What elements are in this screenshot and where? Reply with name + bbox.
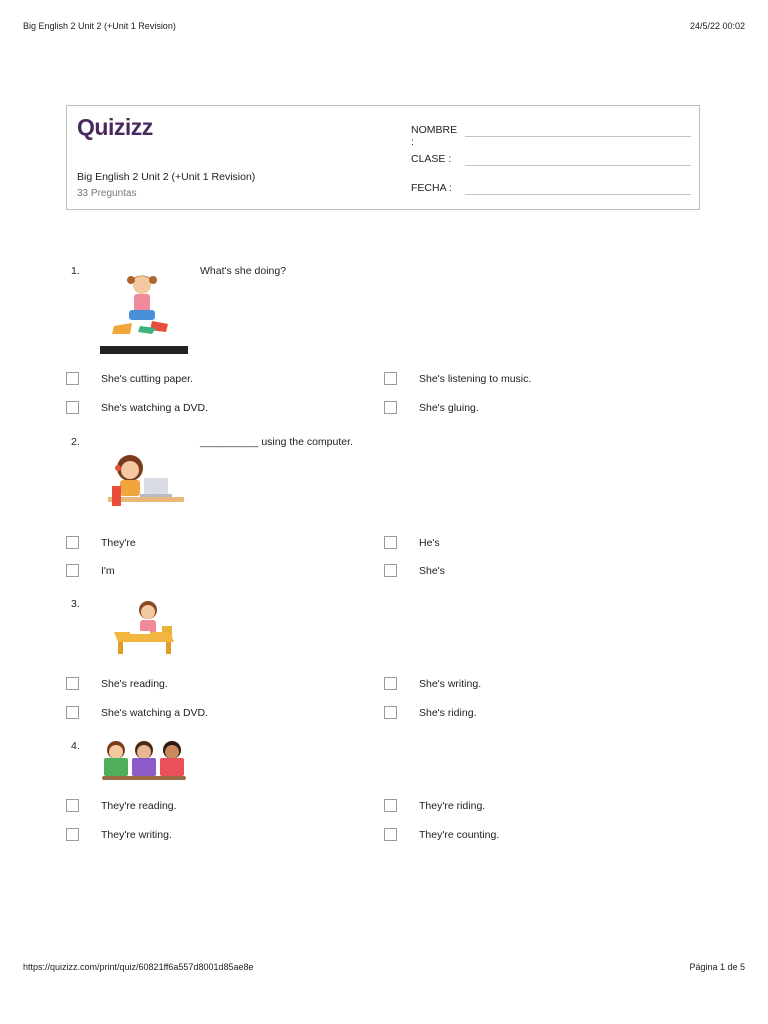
girl-writing-picture <box>100 598 188 658</box>
checkbox[interactable] <box>66 564 79 577</box>
option-text: I'm <box>101 565 115 577</box>
question-count: 33 Preguntas <box>77 188 137 199</box>
question-number: 3. <box>71 598 80 610</box>
checkbox[interactable] <box>66 677 79 690</box>
option-text: She's riding. <box>419 707 477 719</box>
girl-cutting-paper-picture <box>100 268 188 354</box>
print-footer <box>23 962 745 972</box>
checkbox[interactable] <box>66 372 79 385</box>
option-text: They're writing. <box>101 829 172 841</box>
option-text: He's <box>419 537 440 549</box>
checkbox[interactable] <box>66 828 79 841</box>
quiz-header-card <box>66 105 700 210</box>
option-text: She's watching a DVD. <box>101 707 209 719</box>
class-label: CLASE : <box>411 153 452 165</box>
option-text: They're counting. <box>419 829 500 841</box>
question-text: __________ using the computer. <box>200 436 353 448</box>
option-text: They're reading. <box>101 800 177 812</box>
checkbox[interactable] <box>66 706 79 719</box>
option-text: They're riding. <box>419 800 486 812</box>
class-line[interactable] <box>465 165 691 166</box>
checkbox[interactable] <box>384 401 397 414</box>
checkbox[interactable] <box>384 706 397 719</box>
page-number: Página 1 de 5 <box>689 962 745 972</box>
question-number: 1. <box>71 265 80 277</box>
checkbox[interactable] <box>384 564 397 577</box>
option-text: She's writing. <box>419 678 482 690</box>
option-text: She's gluing. <box>419 402 479 414</box>
name-line[interactable] <box>465 136 691 137</box>
option-text: They're <box>101 537 136 549</box>
checkbox[interactable] <box>384 372 397 385</box>
print-url[interactable]: https://quizizz.com/print/quiz/60821ff6a557d8001d85ae8e <box>23 962 254 972</box>
checkbox[interactable] <box>384 828 397 841</box>
date-field[interactable] <box>411 182 459 194</box>
name-field[interactable] <box>411 124 459 148</box>
checkbox[interactable] <box>66 799 79 812</box>
question-number: 4. <box>71 740 80 752</box>
name-label: NOMBRE : <box>411 124 458 148</box>
option-text: She's <box>419 565 445 577</box>
date-line[interactable] <box>465 194 691 195</box>
date-label: FECHA : <box>411 182 452 194</box>
quiz-title: Big English 2 Unit 2 (+Unit 1 Revision) <box>77 171 256 183</box>
checkbox[interactable] <box>384 536 397 549</box>
checkbox[interactable] <box>384 799 397 812</box>
quizizz-logo: Quizizz <box>77 114 153 140</box>
checkbox[interactable] <box>66 401 79 414</box>
question-text: What's she doing? <box>200 265 287 277</box>
girl-computer-picture <box>100 452 186 514</box>
checkbox[interactable] <box>384 677 397 690</box>
option-text: She's watching a DVD. <box>101 402 209 414</box>
print-datetime: 24/5/22 00:02 <box>689 21 745 31</box>
print-title: Big English 2 Unit 2 (+Unit 1 Revision) <box>23 21 176 31</box>
print-header <box>23 21 745 31</box>
question-number: 2. <box>71 436 80 448</box>
checkbox[interactable] <box>66 536 79 549</box>
children-reading-picture <box>100 738 188 782</box>
option-text: She's cutting paper. <box>101 373 193 385</box>
option-text: She's listening to music. <box>419 373 532 385</box>
class-field[interactable] <box>411 153 459 165</box>
option-text: She's reading. <box>101 678 168 690</box>
